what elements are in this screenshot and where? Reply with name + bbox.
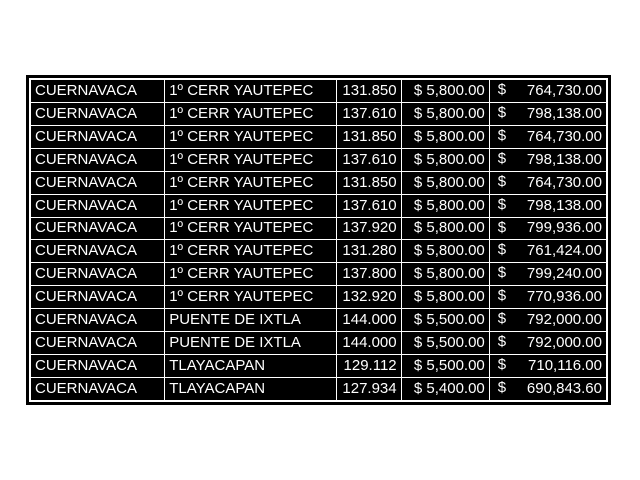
- cell-price[interactable]: $ 5,800.00: [402, 126, 489, 148]
- cell-total[interactable]: [490, 103, 606, 125]
- currency-symbol: $: [497, 264, 507, 282]
- table-row: [31, 80, 606, 102]
- cell-total[interactable]: [490, 126, 606, 148]
- table-row: [31, 286, 606, 308]
- currency-symbol: $: [497, 172, 507, 190]
- currency-symbol: $: [497, 195, 507, 213]
- table-row: [31, 355, 606, 377]
- total-amount: 792,000.00: [526, 334, 602, 352]
- cell-place[interactable]: PUENTE DE IXTLA: [165, 332, 335, 354]
- total-amount: 799,936.00: [526, 219, 602, 237]
- cell-price[interactable]: $ 5,500.00: [402, 332, 489, 354]
- cell-price[interactable]: $ 5,800.00: [402, 80, 489, 102]
- cell-quantity[interactable]: 132.920: [337, 286, 401, 308]
- cell-city[interactable]: CUERNAVACA: [31, 172, 164, 194]
- cell-price[interactable]: $ 5,800.00: [402, 218, 489, 240]
- table-row: [31, 309, 606, 331]
- table-row: [31, 195, 606, 217]
- table-row: [31, 218, 606, 240]
- cell-place[interactable]: TLAYACAPAN: [165, 355, 335, 377]
- cell-total[interactable]: [490, 218, 606, 240]
- cell-price[interactable]: $ 5,800.00: [402, 149, 489, 171]
- cell-quantity[interactable]: 144.000: [337, 332, 401, 354]
- total-amount: 764,730.00: [526, 127, 602, 145]
- cell-place[interactable]: 1º CERR YAUTEPEC: [165, 286, 335, 308]
- cell-place[interactable]: 1º CERR YAUTEPEC: [165, 172, 335, 194]
- currency-symbol: $: [497, 103, 507, 121]
- table-row: [31, 332, 606, 354]
- total-amount: 761,424.00: [526, 242, 602, 260]
- cell-quantity[interactable]: 131.850: [337, 80, 401, 102]
- cell-quantity[interactable]: 137.610: [337, 149, 401, 171]
- table-row: [31, 263, 606, 285]
- table-body: [31, 80, 606, 400]
- currency-symbol: $: [497, 378, 507, 396]
- total-amount: 798,138.00: [526, 150, 602, 168]
- cell-price[interactable]: $ 5,800.00: [402, 286, 489, 308]
- cell-price[interactable]: $ 5,800.00: [402, 240, 489, 262]
- cell-total[interactable]: [490, 172, 606, 194]
- cell-total[interactable]: [490, 240, 606, 262]
- table-row: [31, 126, 606, 148]
- cell-total[interactable]: [490, 378, 606, 400]
- cell-total[interactable]: [490, 80, 606, 102]
- cell-place[interactable]: 1º CERR YAUTEPEC: [165, 149, 335, 171]
- cell-quantity[interactable]: 137.800: [337, 263, 401, 285]
- cell-place[interactable]: TLAYACAPAN: [165, 378, 335, 400]
- cell-city[interactable]: CUERNAVACA: [31, 103, 164, 125]
- cell-total[interactable]: [490, 309, 606, 331]
- cell-quantity[interactable]: 129.112: [337, 355, 401, 377]
- currency-symbol: $: [497, 356, 507, 374]
- cell-price[interactable]: $ 5,500.00: [402, 355, 489, 377]
- cell-quantity[interactable]: 137.610: [337, 103, 401, 125]
- total-amount: 798,138.00: [526, 104, 602, 122]
- cell-place[interactable]: 1º CERR YAUTEPEC: [165, 126, 335, 148]
- cell-city[interactable]: CUERNAVACA: [31, 195, 164, 217]
- table-row: [31, 240, 606, 262]
- cell-total[interactable]: [490, 286, 606, 308]
- cell-place[interactable]: 1º CERR YAUTEPEC: [165, 80, 335, 102]
- currency-symbol: $: [497, 149, 507, 167]
- table-row: [31, 172, 606, 194]
- currency-symbol: $: [497, 81, 507, 98]
- currency-symbol: $: [497, 333, 507, 351]
- cell-place[interactable]: 1º CERR YAUTEPEC: [165, 263, 335, 285]
- total-amount: 764,730.00: [526, 81, 602, 99]
- table-row: [31, 149, 606, 171]
- currency-symbol: $: [497, 218, 507, 236]
- total-amount: 799,240.00: [526, 265, 602, 283]
- cell-city[interactable]: CUERNAVACA: [31, 355, 164, 377]
- total-amount: 764,730.00: [526, 173, 602, 191]
- cell-total[interactable]: [490, 332, 606, 354]
- cell-city[interactable]: CUERNAVACA: [31, 126, 164, 148]
- cell-quantity[interactable]: 144.000: [337, 309, 401, 331]
- cell-city[interactable]: CUERNAVACA: [31, 240, 164, 262]
- total-amount: 792,000.00: [526, 311, 602, 329]
- cell-quantity[interactable]: 137.920: [337, 218, 401, 240]
- currency-symbol: $: [497, 126, 507, 144]
- cell-quantity[interactable]: 131.850: [337, 126, 401, 148]
- cell-price[interactable]: $ 5,800.00: [402, 172, 489, 194]
- cell-quantity[interactable]: 137.610: [337, 195, 401, 217]
- cell-quantity[interactable]: 131.850: [337, 172, 401, 194]
- data-table: [30, 79, 607, 401]
- cell-place[interactable]: 1º CERR YAUTEPEC: [165, 195, 335, 217]
- cell-city[interactable]: CUERNAVACA: [31, 332, 164, 354]
- cell-place[interactable]: 1º CERR YAUTEPEC: [165, 103, 335, 125]
- cell-place[interactable]: 1º CERR YAUTEPEC: [165, 240, 335, 262]
- cell-price[interactable]: $ 5,800.00: [402, 263, 489, 285]
- cell-price[interactable]: $ 5,800.00: [402, 103, 489, 125]
- cell-place[interactable]: 1º CERR YAUTEPEC: [165, 218, 335, 240]
- currency-symbol: $: [497, 287, 507, 305]
- cell-total[interactable]: [490, 263, 606, 285]
- spreadsheet-frame: [26, 75, 611, 405]
- cell-price[interactable]: $ 5,400.00: [402, 378, 489, 400]
- cell-city[interactable]: CUERNAVACA: [31, 378, 164, 400]
- cell-place[interactable]: PUENTE DE IXTLA: [165, 309, 335, 331]
- currency-symbol: $: [497, 310, 507, 328]
- total-amount: 798,138.00: [526, 196, 602, 214]
- cell-quantity[interactable]: 131.280: [337, 240, 401, 262]
- cell-price[interactable]: $ 5,500.00: [402, 309, 489, 331]
- total-amount: 690,843.60: [526, 379, 602, 397]
- cell-total[interactable]: [490, 149, 606, 171]
- cell-city[interactable]: CUERNAVACA: [31, 309, 164, 331]
- cell-city[interactable]: CUERNAVACA: [31, 218, 164, 240]
- cell-total[interactable]: [490, 195, 606, 217]
- cell-city[interactable]: CUERNAVACA: [31, 80, 164, 102]
- cell-city[interactable]: CUERNAVACA: [31, 286, 164, 308]
- cell-city[interactable]: CUERNAVACA: [31, 263, 164, 285]
- total-amount: 710,116.00: [528, 357, 602, 375]
- cell-price[interactable]: $ 5,800.00: [402, 195, 489, 217]
- total-amount: 770,936.00: [526, 288, 602, 306]
- cell-total[interactable]: [490, 355, 606, 377]
- table-row: [31, 103, 606, 125]
- currency-symbol: $: [497, 241, 507, 259]
- table-row: [31, 378, 606, 400]
- cell-city[interactable]: CUERNAVACA: [31, 149, 164, 171]
- cell-quantity[interactable]: 127.934: [337, 378, 401, 400]
